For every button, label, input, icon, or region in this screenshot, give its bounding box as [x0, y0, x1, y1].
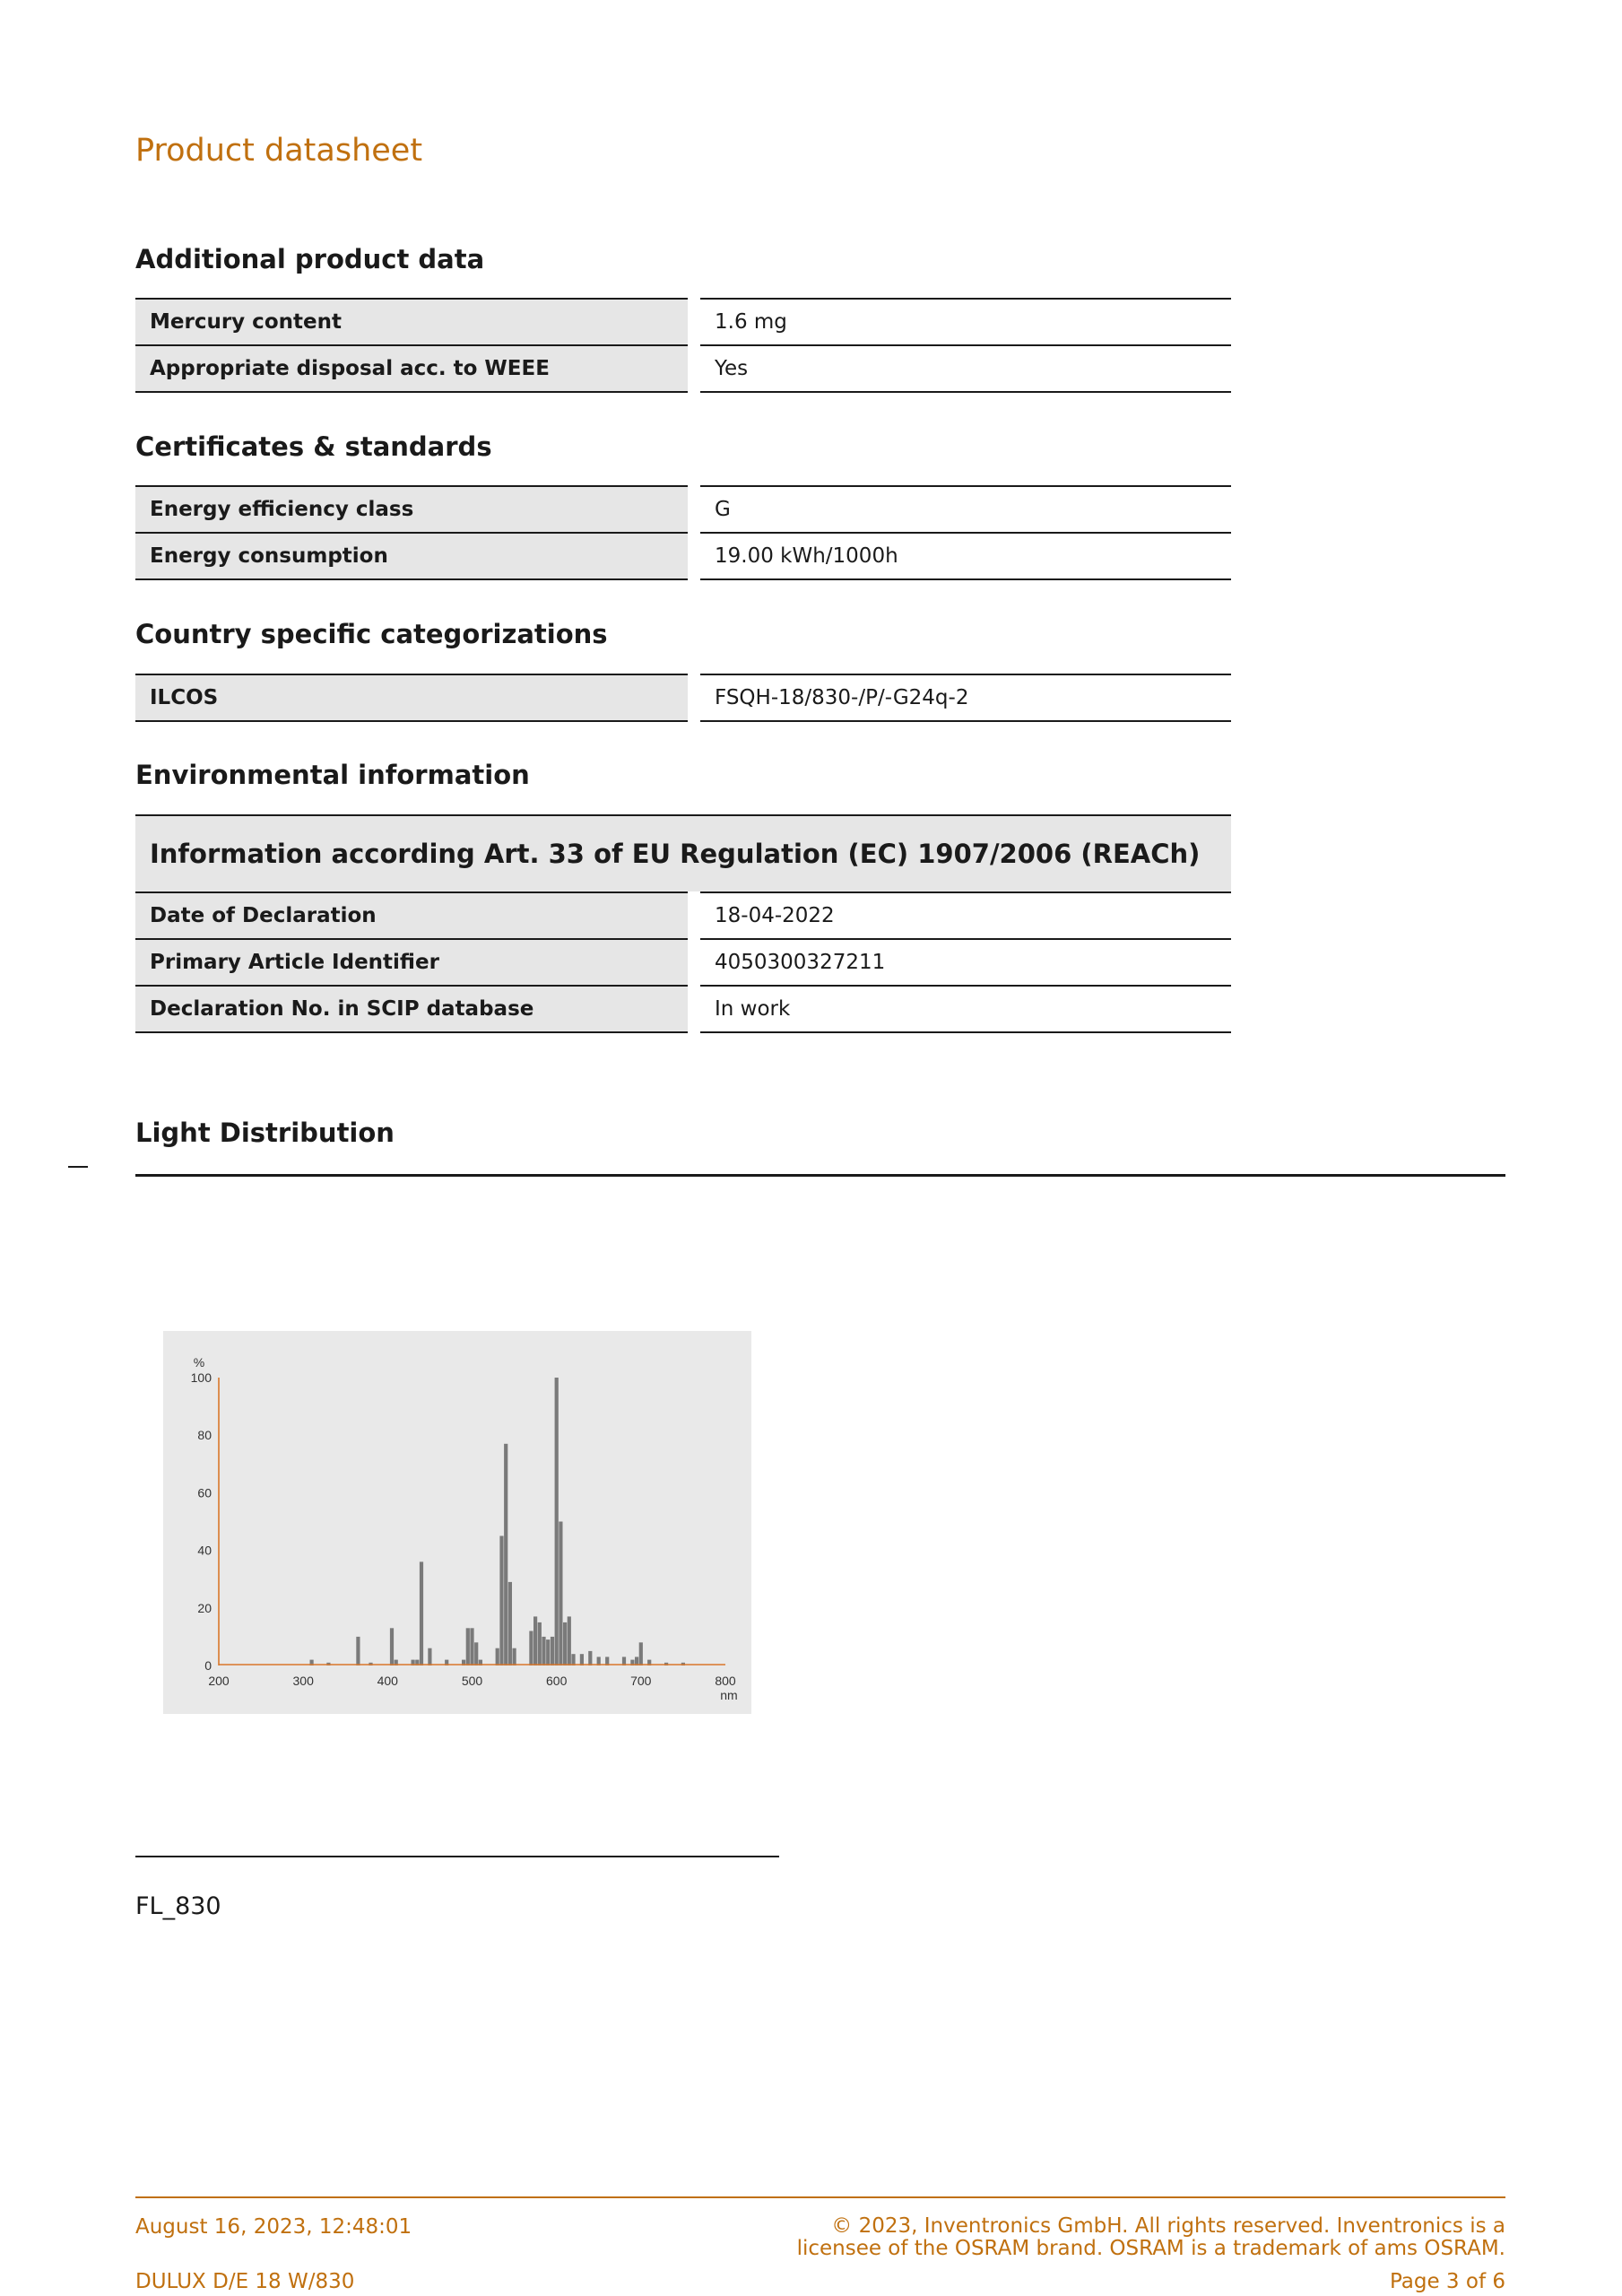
- row-key: Date of Declaration: [135, 892, 694, 939]
- table-row: [135, 892, 1231, 939]
- footer-copyright: [698, 2215, 1505, 2260]
- row-key: Declaration No. in SCIP database: [135, 986, 694, 1032]
- chart-caption: FL_830: [135, 1892, 221, 1920]
- table-row: [135, 345, 1231, 392]
- table-row: [135, 299, 1231, 345]
- spectrum-bar: [639, 1642, 643, 1665]
- footer-copyright-line1: © 2023, Inventronics GmbH. All rights reserved. Inventronics is a: [831, 2214, 1505, 2238]
- spectrum-bar: [563, 1622, 567, 1665]
- y-tick-label: 0: [204, 1658, 212, 1673]
- spectrum-bar: [420, 1561, 423, 1665]
- table-row: [135, 986, 1231, 1032]
- spectrum-bar: [588, 1651, 592, 1665]
- spectrum-bar: [390, 1628, 394, 1665]
- y-tick-label: 80: [197, 1428, 212, 1443]
- spectrum-bar: [513, 1648, 516, 1665]
- row-key: Appropriate disposal acc. to WEEE: [135, 345, 694, 392]
- spectrum-bar: [466, 1628, 470, 1665]
- spectrum-bar: [538, 1622, 542, 1665]
- spectrum-bar: [571, 1654, 575, 1665]
- row-value: G: [694, 486, 1231, 533]
- spectrum-bar: [542, 1637, 545, 1665]
- section-title-certificates: Certificates & standards: [135, 431, 492, 462]
- row-value: Yes: [694, 345, 1231, 392]
- row-key: Energy efficiency class: [135, 486, 694, 533]
- environmental-table: [135, 814, 1231, 1033]
- spectrum-bar: [529, 1631, 533, 1666]
- x-axis-label: nm: [720, 1688, 738, 1702]
- y-tick-label: 20: [197, 1600, 212, 1615]
- caption-rule: [135, 1856, 779, 1857]
- section-title-light: Light Distribution: [135, 1118, 395, 1148]
- y-axis-label: %: [193, 1355, 205, 1370]
- row-value: FSQH-18/830-/P/-G24q-2: [694, 674, 1231, 721]
- spectrum-bar: [499, 1536, 503, 1666]
- x-tick-label: 200: [208, 1674, 230, 1688]
- certificates-table: [135, 485, 1231, 580]
- table-row: [135, 533, 1231, 579]
- reach-header: Information according Art. 33 of EU Regulation (EC) 1907/2006 (REACh): [135, 815, 1231, 892]
- y-tick-label: 60: [197, 1485, 212, 1500]
- footer-date: August 16, 2023, 12:48:01: [135, 2215, 412, 2239]
- section-title-additional: Additional product data: [135, 244, 485, 274]
- additional-data-table: [135, 298, 1231, 393]
- margin-mark: [68, 1166, 88, 1168]
- section-title-country: Country specific categorizations: [135, 619, 608, 649]
- spectrum-bar: [474, 1642, 478, 1665]
- spectrum-bar: [555, 1378, 559, 1665]
- spectrum-bar: [568, 1616, 571, 1665]
- spectrum-bar: [428, 1648, 431, 1665]
- table-header-row: [135, 815, 1231, 892]
- x-tick-label: 800: [715, 1674, 736, 1688]
- row-key: Mercury content: [135, 299, 694, 345]
- spectrum-bar: [559, 1522, 562, 1666]
- y-tick-label: 40: [197, 1543, 212, 1558]
- row-key: Primary Article Identifier: [135, 939, 694, 986]
- table-row: [135, 939, 1231, 986]
- spectrum-bar: [546, 1639, 550, 1665]
- row-value: 19.00 kWh/1000h: [694, 533, 1231, 579]
- row-value: In work: [694, 986, 1231, 1032]
- y-tick-label: 100: [190, 1370, 212, 1385]
- x-tick-label: 500: [461, 1674, 483, 1688]
- spectrum-bar: [356, 1637, 360, 1665]
- footer-copyright-line2: licensee of the OSRAM brand. OSRAM is a trademark of ams OSRAM.: [796, 2237, 1505, 2260]
- row-value: 1.6 mg: [694, 299, 1231, 345]
- section-title-environmental: Environmental information: [135, 760, 530, 790]
- spectrum-chart-svg: [163, 1331, 751, 1714]
- row-key: ILCOS: [135, 674, 694, 721]
- x-tick-label: 400: [377, 1674, 398, 1688]
- row-value: 18-04-2022: [694, 892, 1231, 939]
- spectrum-bar: [470, 1628, 473, 1665]
- table-row: [135, 486, 1231, 533]
- spectrum-bar: [496, 1648, 499, 1665]
- row-key: Energy consumption: [135, 533, 694, 579]
- page-title: Product datasheet: [135, 133, 423, 169]
- country-table: [135, 674, 1231, 722]
- spectrum-bar: [551, 1637, 554, 1665]
- x-tick-label: 600: [546, 1674, 568, 1688]
- section-rule: [135, 1174, 1505, 1177]
- x-tick-label: 300: [292, 1674, 314, 1688]
- spectrum-bar: [508, 1582, 512, 1665]
- spectrum-chart: [163, 1331, 751, 1714]
- spectrum-bar: [533, 1616, 537, 1665]
- x-tick-label: 700: [630, 1674, 652, 1688]
- spectrum-bar: [580, 1654, 584, 1665]
- table-row: [135, 674, 1231, 721]
- footer-page-number: Page 3 of 6: [1389, 2270, 1505, 2293]
- footer-product: DULUX D/E 18 W/830: [135, 2270, 355, 2293]
- footer-rule: [135, 2196, 1505, 2198]
- spectrum-bar: [504, 1444, 507, 1665]
- row-value: 4050300327211: [694, 939, 1231, 986]
